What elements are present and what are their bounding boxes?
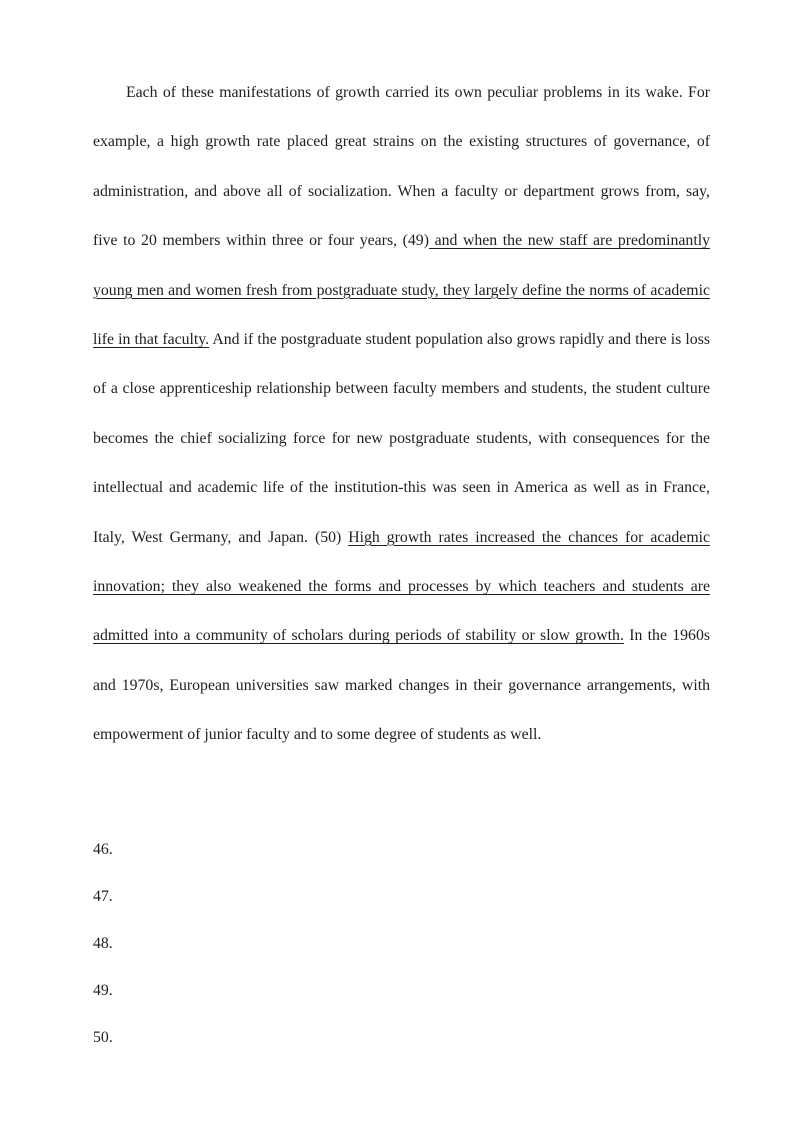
answer-number: 48. <box>93 935 113 952</box>
passage-text-segment: And if the postgraduate student population also grows rapidly and there is loss of a close apprenticeship relationship between faculty members and students, the student culture becomes the chief socializing force for new postgraduate students, with consequences for the intellectual and academic life of the institution-this was seen in America as well as in France, Italy, West Germany, and Japan. (50) <box>93 331 710 546</box>
translation-underline-50: High growth rates increased the chances for academic innovation; they also weakened the forms and processes by which teachers and students are admitted into a community of scholars during periods of stability or slow growth. <box>93 528 711 645</box>
answer-number: 47. <box>93 888 113 905</box>
passage-text-segment: In the 1960s and 1970s, European universities saw marked changes in their governance arrangements, with empowerment of junior faculty and to some degree of students as well. <box>93 627 710 744</box>
translation-underline-49: and when the new staff are predominantly young men and women fresh from postgraduate study, they largely define the norms of academic life in that faculty. <box>93 232 711 349</box>
answer-number: 46. <box>93 841 113 858</box>
answer-number-list <box>93 826 113 1061</box>
answer-number: 49. <box>93 982 113 999</box>
passage-paragraph <box>93 68 710 760</box>
answer-number: 50. <box>93 1029 113 1046</box>
passage-text-segment: Each of these manifestations of growth carried its own peculiar problems in its wake. For example, a high growth rate placed great strains on the existing structures of governance, of administration, and above all of socialization. When a faculty or department grows from, say, five to 20 members within three or four years, (49) <box>93 84 710 250</box>
